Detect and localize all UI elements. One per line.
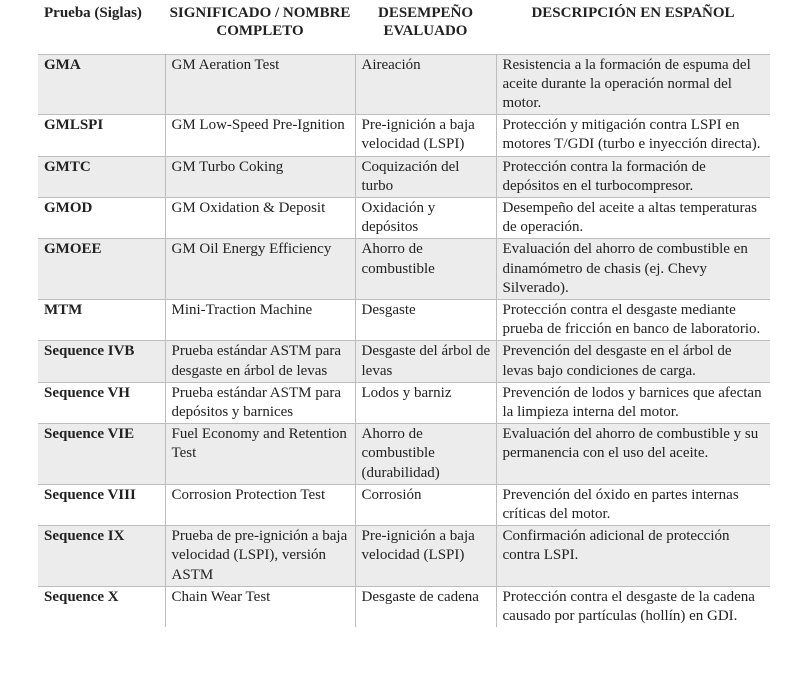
test-code: Sequence VIE [38,424,165,485]
test-description: Evaluación del ahorro de combustible y su permanencia con el uso del aceite. [496,424,770,485]
test-description: Evaluación del ahorro de combustible en dinamómetro de chasis (ej. Chevy Silverado). [496,239,770,300]
test-description: Protección contra el desgaste mediante prueba de fricción en banco de laboratorio. [496,299,770,340]
table-row [38,197,770,238]
test-description: Protección contra el desgaste de la cadena causado por partículas (hollín) en GDI. [496,586,770,627]
table-row [38,586,770,627]
header-name: SIGNIFICADO / NOMBRE COMPLETO [169,5,351,39]
table-row [38,299,770,340]
table-row [38,341,770,382]
test-name: Prueba de pre-ignición a baja velocidad (LSPI), versión ASTM [165,526,355,587]
table-row [38,115,770,156]
table-row [38,239,770,300]
table-row [38,484,770,525]
test-performance: Aireación [355,54,496,115]
table-row [38,382,770,423]
test-code: Sequence IX [38,526,165,587]
test-name: GM Turbo Coking [165,156,355,197]
test-performance: Corrosión [355,484,496,525]
test-name: Corrosion Protection Test [165,484,355,525]
test-name: Chain Wear Test [165,586,355,627]
test-code: GMLSPI [38,115,165,156]
table-row [38,54,770,115]
test-name: GM Oil Energy Efficiency [165,239,355,300]
table-row [38,526,770,587]
test-description: Prevención del óxido en partes internas críticas del motor. [496,484,770,525]
test-code: GMTC [38,156,165,197]
table-header-row [38,0,770,54]
test-performance: Ahorro de combustible [355,239,496,300]
test-code: MTM [38,299,165,340]
test-name: Prueba estándar ASTM para depósitos y barnices [165,382,355,423]
oil-tests-table [38,0,770,627]
test-description: Protección y mitigación contra LSPI en motores T/GDI (turbo e inyección directa). [496,115,770,156]
test-code: Sequence X [38,586,165,627]
test-performance: Desgaste [355,299,496,340]
test-name: Fuel Economy and Retention Test [165,424,355,485]
test-code: Sequence IVB [38,341,165,382]
test-name: GM Oxidation & Deposit [165,197,355,238]
test-name: Prueba estándar ASTM para desgaste en árbol de levas [165,341,355,382]
test-description: Prevención de lodos y barnices que afectan la limpieza interna del motor. [496,382,770,423]
table-row [38,424,770,485]
header-description: DESCRIPCIÓN EN ESPAÑOL [531,5,735,21]
test-name: GM Aeration Test [165,54,355,115]
header-code: Prueba (Siglas) [44,5,142,21]
test-description: Protección contra la formación de depósitos en el turbocompresor. [496,156,770,197]
header-performance: DESEMPEÑO EVALUADO [377,5,473,39]
test-code: Sequence VH [38,382,165,423]
test-performance: Lodos y barniz [355,382,496,423]
test-performance: Pre-ignición a baja velocidad (LSPI) [355,115,496,156]
test-name: GM Low-Speed Pre-Ignition [165,115,355,156]
test-performance: Ahorro de combustible (durabilidad) [355,424,496,485]
test-code: GMOEE [38,239,165,300]
test-performance: Desgaste del árbol de levas [355,341,496,382]
test-description: Confirmación adicional de protección contra LSPI. [496,526,770,587]
test-performance: Coquización del turbo [355,156,496,197]
table-row [38,156,770,197]
test-name: Mini-Traction Machine [165,299,355,340]
test-code: Sequence VIII [38,484,165,525]
test-description: Resistencia a la formación de espuma del aceite durante la operación normal del motor. [496,54,770,115]
test-code: GMOD [38,197,165,238]
test-performance: Pre-ignición a baja velocidad (LSPI) [355,526,496,587]
test-description: Desempeño del aceite a altas temperaturas de operación. [496,197,770,238]
test-description: Prevención del desgaste en el árbol de levas bajo condiciones de carga. [496,341,770,382]
test-performance: Oxidación y depósitos [355,197,496,238]
document [38,0,770,627]
test-performance: Desgaste de cadena [355,586,496,627]
test-code: GMA [38,54,165,115]
